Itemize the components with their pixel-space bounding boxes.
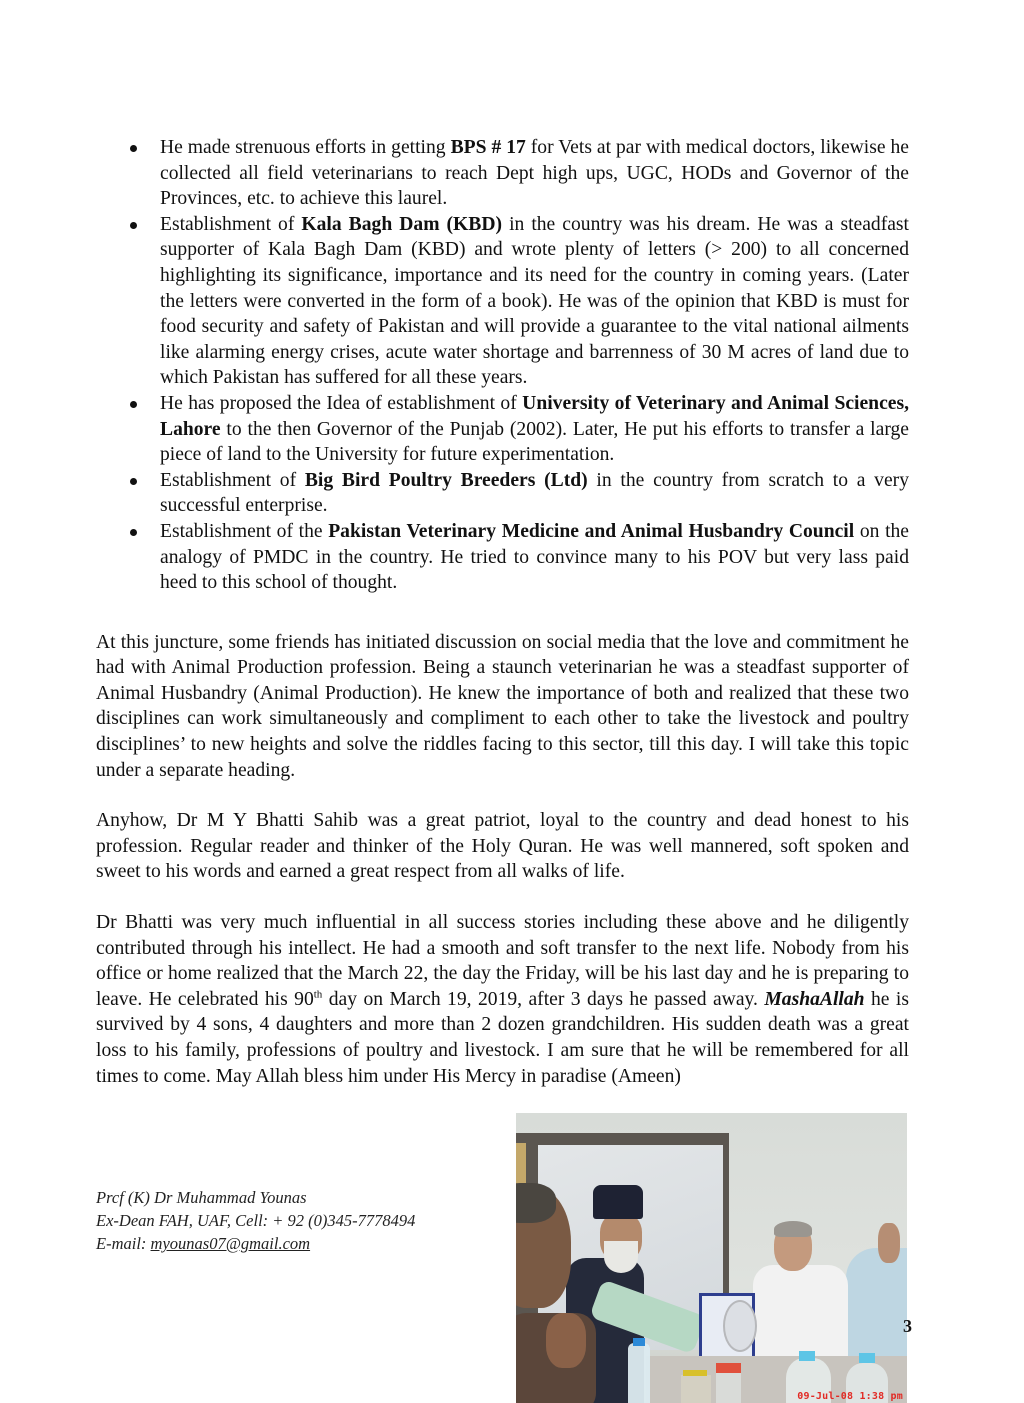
bullet-item-bps17: He made strenuous efforts in getting BPS # 17 for Vets at par with medical doctors, likewise he collected all field veterinarians to reach Dept high ups, UGC, HODs and Governor of the Provinces, etc. to achieve this laurel. [96, 135, 909, 212]
paragraph-legacy: Dr Bhatti was very much influential in all success stories including these above and he diligently contributed through his intellect. He had a smooth and soft transfer to the next life. Nobody from his office or home realized that the March 22, the day the Friday, will be his last day and he is preparing to leave. He celebrated his 90th day on March 19, 2019, after 3 days he passed away. MashaAllah he is survived by 4 sons, 4 daughters and more than 2 dozen grandchildren. His sudden death was a great loss to his family, professions of poultry and livestock. I am sure that he will be remembered for all times to come. May Allah bless him under His Mercy in paradise (Ameen) [96, 912, 909, 1087]
paragraph-patriot: Anyhow, Dr M Y Bhatti Sahib was a great patriot, loyal to the country and dead honest to his profession. Regular reader and thinker of the Holy Quran. He was well mannered, soft spoken and sweet to his words and earned a great respect from all walks of life. [96, 810, 909, 883]
author-signature [96, 1186, 415, 1255]
paragraph-animal-production: At this juncture, some friends has initiated discussion on social media that the love and commitment he had with Animal Production profession. Being a staunch veterinarian he was a steadfast supporter of Animal Husbandry (Animal Production). He knew the importance of both and realized that these two disciplines can work simultaneously and compliment to each other to take the livestock and poultry disciplines’ to new heights and solve the riddles facing to this sector, till this day. I will take this topic under a separate heading. [96, 631, 909, 781]
bullet-item-big-bird: Establishment of Big Bird Poultry Breeders (Ltd) in the country from scratch to a very successful enterprise. [96, 468, 909, 519]
award-plaque [723, 1300, 757, 1352]
author-name: Prcf (K) Dr Muhammad Younas [96, 1188, 307, 1207]
award-ceremony-photo [516, 1113, 907, 1403]
page-number: 3 [903, 1316, 912, 1336]
bullet-icon [130, 145, 137, 152]
author-email-link[interactable]: myounas07@gmail.com [150, 1234, 311, 1253]
bullet-icon [130, 478, 137, 485]
bullet-item-uvas: He has proposed the Idea of establishment of University of Veterinary and Animal Sciences, Lahore to the then Governor of the Punjab (2002). Later, He put his efforts to transfer a large piece of land to the University for future experimentation. [96, 391, 909, 468]
bullet-icon [130, 529, 137, 536]
bullet-item-council: Establishment of the Pakistan Veterinary Medicine and Animal Husbandry Council on the analogy of PMDC in the country. He tried to convince many to his POV but very lass paid heed to this school of thought. [96, 519, 909, 596]
author-email-line: E-mail: myounas07@gmail.com [96, 1234, 311, 1253]
document-body [96, 135, 909, 1089]
achievements-list [96, 135, 909, 596]
emphasis-mashaallah: MashaAllah [764, 988, 865, 1010]
bullet-icon [130, 401, 137, 408]
bullet-icon [130, 222, 137, 229]
photo-timestamp: 09-Jul-08 1:38 pm [797, 1391, 903, 1402]
bullet-item-kbd: Establishment of Kala Bagh Dam (KBD) in the country was his dream. He was a steadfast supporter of Kala Bagh Dam (KBD) and wrote plenty of letters (> 200) to all concerned highlighting its significance, importance and its need for the country in coming years. (Later the letters were converted in the form of a book). He was of the opinion that KBD is must for food security and safety of Pakistan and will provide a guarantee to the vital national ailments like alarming energy crises, acute water shortage and barrenness of 30 M acres of land due to which Pakistan has suffered for all these years. [96, 212, 909, 391]
author-title: Ex-Dean FAH, UAF, Cell: + 92 (0)345-7778494 [96, 1211, 416, 1230]
